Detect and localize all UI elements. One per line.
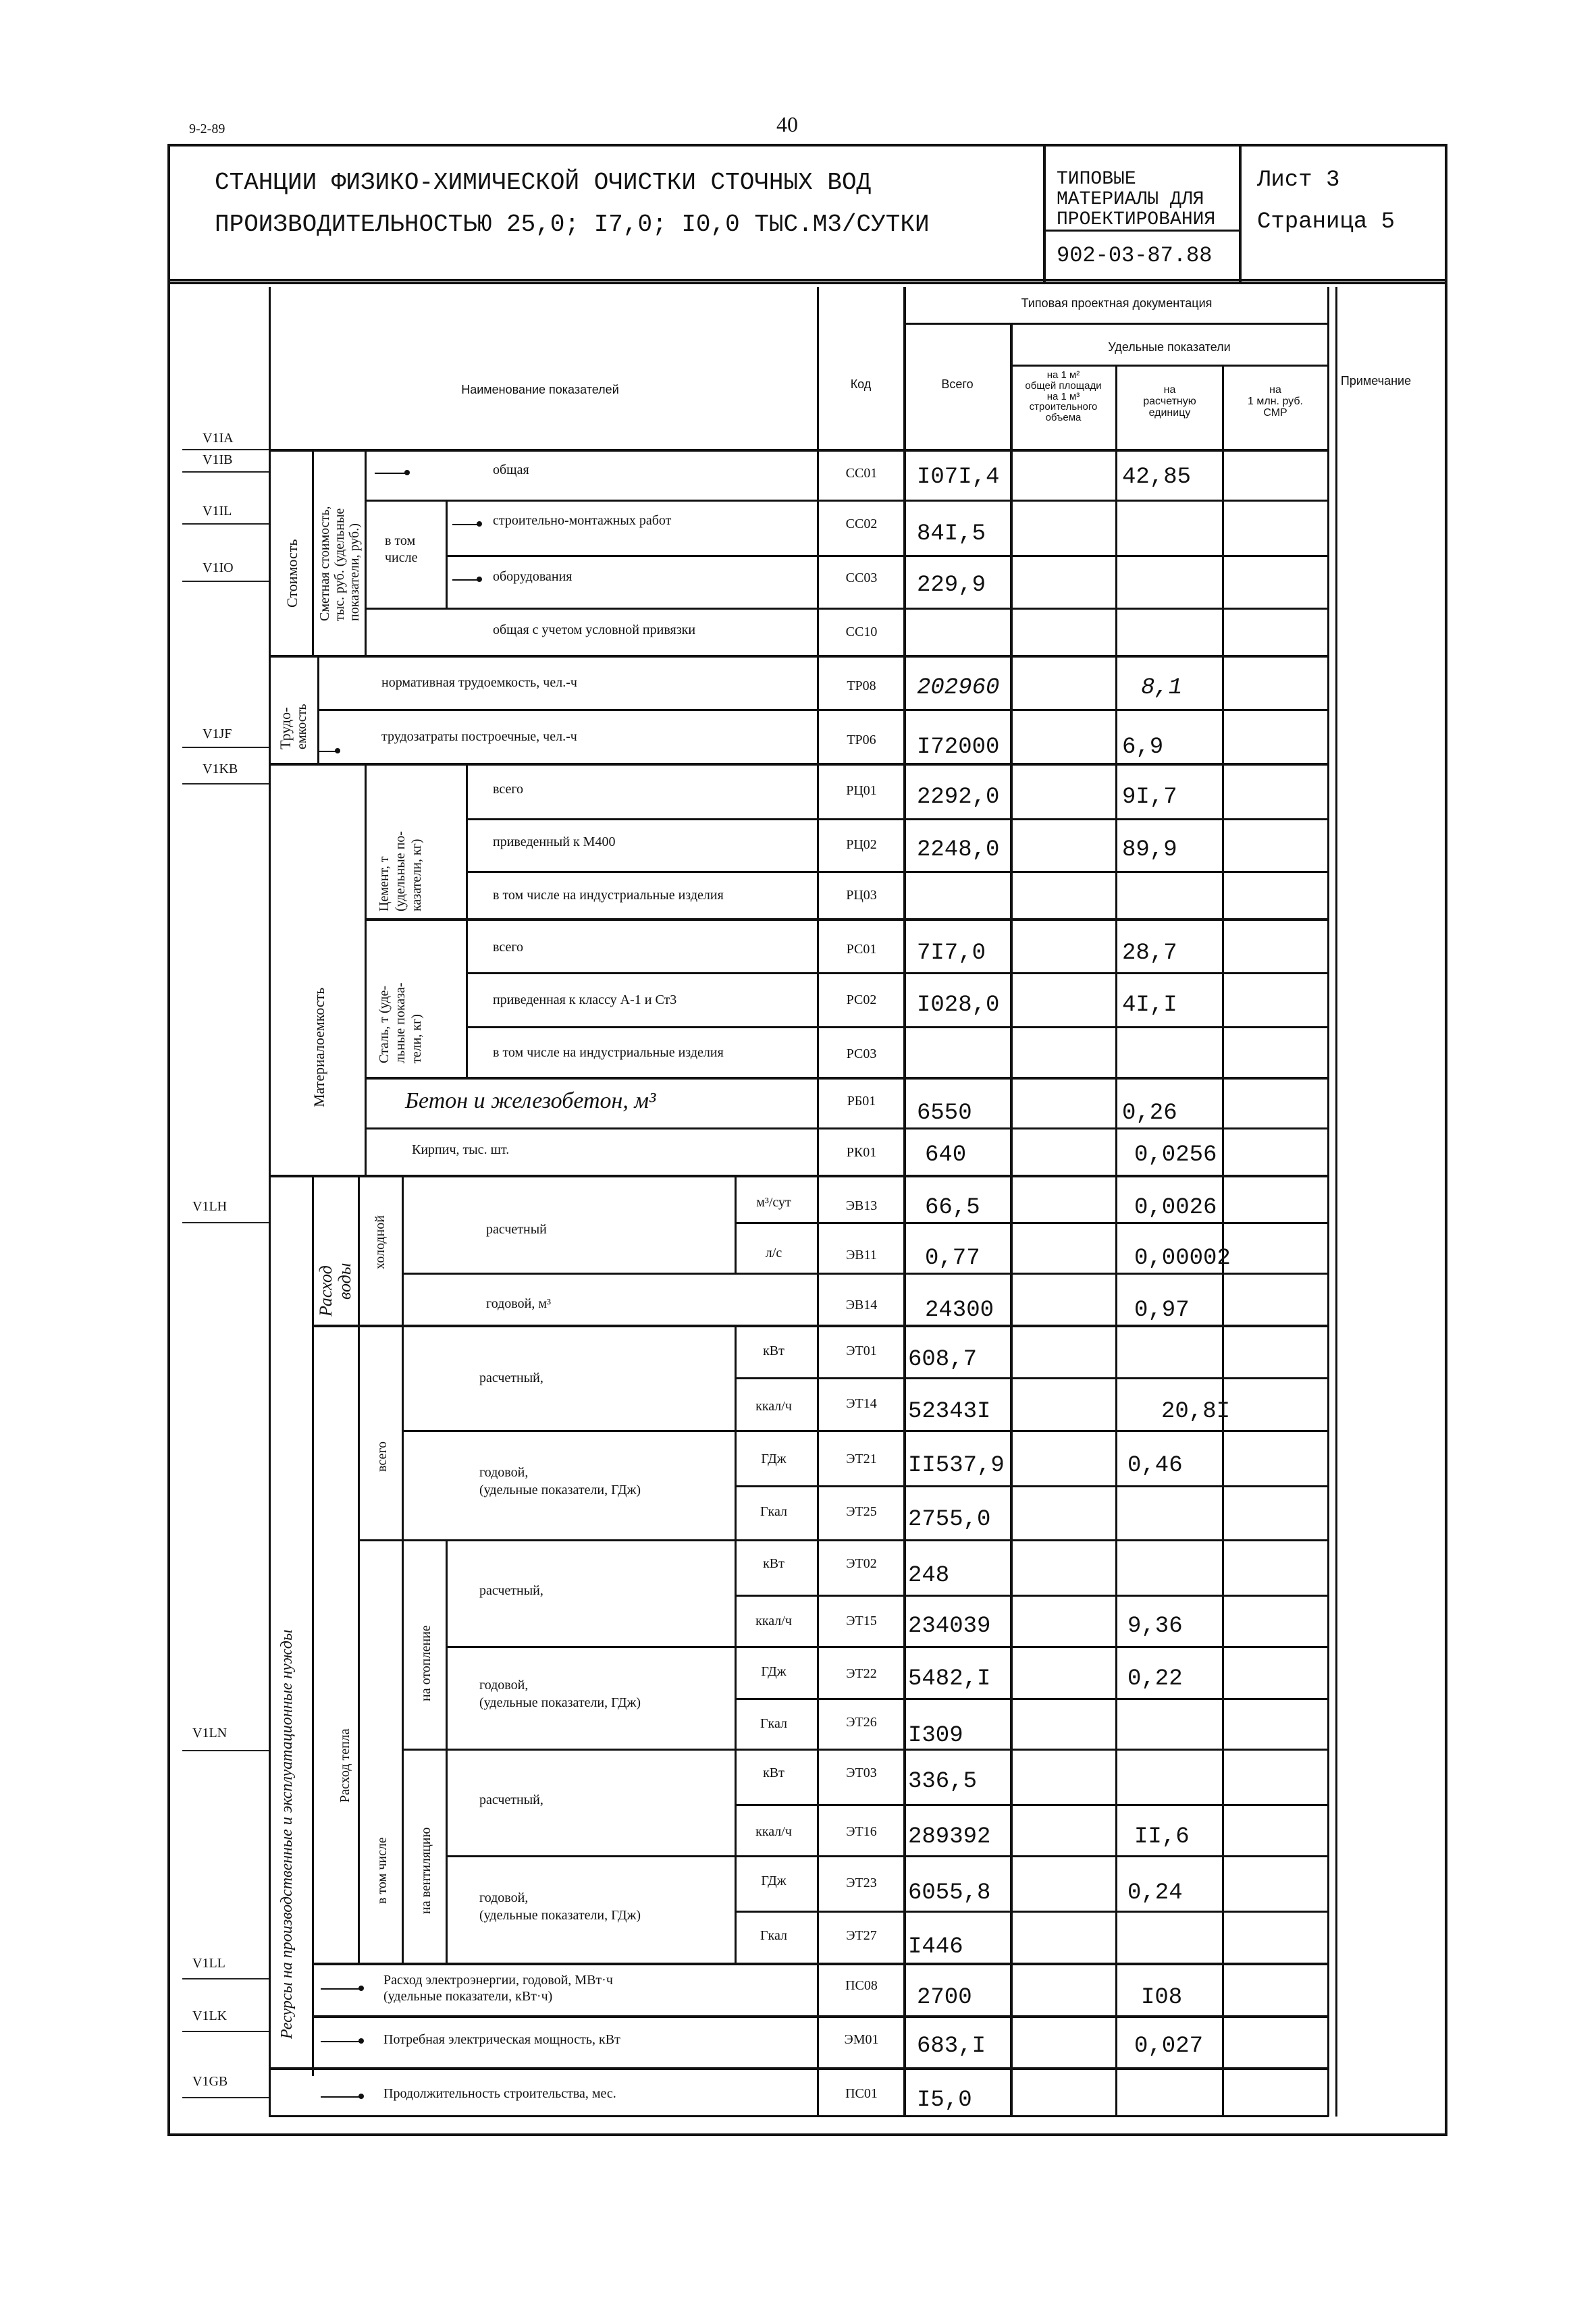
group-heat: Расход тепла [338,1728,352,1803]
row-total: 5482,I [908,1666,991,1692]
heat-calc-label: расчетный, [479,1371,543,1385]
row-code: РС01 [846,942,877,957]
header-per-m2-line2: общей площади [1025,379,1102,392]
row-total: II537,9 [908,1453,1005,1479]
row-unit-value: 9I,7 [1122,785,1177,810]
row-code: РС03 [846,1046,877,1061]
row-code: ЭТ02 [846,1556,877,1571]
group-estimate: Сметная стоимость, [317,506,332,621]
header-code: Код [850,377,872,391]
row-code: ЭТ15 [846,1614,877,1628]
row-code: СС01 [845,466,878,481]
side-code: V1LK [192,2009,228,2023]
header-per-m2 [1011,370,1115,423]
row-name: нормативная трудоемкость, чел.-ч [381,675,577,690]
row-name: в том числе на индустриальные изделия [493,888,724,903]
header-per-m2-line1: на 1 м² [1046,369,1080,381]
group-incl-num: в том числе [375,1837,390,1904]
row-code: ЭТ25 [846,1504,877,1519]
group-water: Расход [316,1265,336,1317]
row-units: л/с [765,1246,782,1260]
group-water-2: воды [335,1262,354,1300]
row-unit-value: 42,85 [1122,464,1192,490]
heat-calc-label: расчетный, [479,1583,543,1598]
header-per-mln-line2: 1 млн. руб. [1248,395,1303,407]
row-code: РБ01 [847,1094,876,1109]
row-total: 0,77 [925,1246,980,1271]
row-code: РЦ02 [846,837,877,852]
side-code: V1JF [203,726,232,741]
row-unit-value: 0,22 [1127,1666,1183,1692]
header-per-mln-line1: на [1269,384,1281,396]
row-code: ТР06 [847,733,876,747]
group-steel-2: льные показа- [393,982,408,1063]
row-unit-value: I08 [1141,1985,1183,2011]
row-unit-value: 0,24 [1127,1880,1183,1906]
row-total: 6055,8 [908,1880,991,1906]
heat-calc-label: расчетный, [479,1792,543,1807]
group-steel-3: тели, кг) [409,1014,424,1063]
header-per-unit-line2: расчетную [1143,395,1196,407]
row-code: ПС08 [845,1978,878,1993]
row-name: в том числе на индустриальные изделия [493,1045,724,1060]
title-typical: ТИПОВЫЕ [1057,169,1136,190]
row-unit-value: 20,8I [1161,1399,1231,1425]
row-total: 2292,0 [917,785,1000,810]
row-total: 52343I [908,1399,991,1425]
row-code: ЭТ03 [846,1765,877,1780]
row-unit-value: 8,1 [1141,675,1183,701]
side-code: V1IB [203,452,233,467]
row-code: ЭТ01 [846,1344,877,1358]
row-name: Расход электроэнергии, годовой, МВт·ч [383,1973,613,1988]
row-total: 2755,0 [908,1507,991,1533]
row-code: РЦ01 [846,783,877,798]
row-name: всего [493,940,524,955]
document-code-date: 9-2-89 [189,122,225,136]
row-units: Гкал [760,1928,787,1943]
row-code: ЭВ11 [846,1248,877,1262]
sheet-label: Лист 3 [1257,167,1340,193]
row-code: ПС01 [845,2086,878,2101]
row-name: всего [493,782,524,797]
group-incl-2: числе [385,550,418,565]
row-unit-value: 9,36 [1127,1614,1183,1639]
row-unit-value: 0,027 [1134,2033,1204,2059]
row-name: общая с учетом условной привязки [493,622,696,637]
side-code: V1GB [192,2074,228,2089]
document-number: 902-03-87.88 [1057,243,1213,268]
row-code: ЭТ16 [846,1824,877,1839]
group-cement-3: казатели, кг) [409,839,424,911]
row-units: ккал/ч [755,1614,792,1628]
row-unit-value: 0,97 [1134,1298,1190,1323]
row-total: I72000 [917,735,1000,760]
row-unit-value: 0,0026 [1134,1195,1217,1221]
row-total: 289392 [908,1824,991,1850]
group-resources: Ресурсы на производственные и эксплуатационные нужды [278,1629,296,2039]
header-per-m2-line4: строительного [1029,401,1098,413]
row-name: строительно-монтажных работ [493,513,672,528]
row-units: кВт [763,1765,784,1780]
row-code: ЭМ01 [844,2032,879,2047]
row-total: 608,7 [908,1347,978,1373]
row-units: кВт [763,1344,784,1358]
row-total: 2700 [917,1985,972,2011]
row-name: общая [493,462,529,477]
row-total: 66,5 [925,1195,980,1221]
side-code: V1IL [203,504,232,519]
row-units: ккал/ч [755,1824,792,1839]
heat-year-label: годовой, [479,1678,529,1693]
row-unit-value: 28,7 [1122,940,1177,966]
group-cement-2: (удельные по- [393,831,408,911]
row-units: м³/сут [756,1195,791,1210]
row-code: ЭТ23 [846,1876,877,1890]
row-units: ГДж [761,1873,787,1888]
heat-year-label: годовой, [479,1465,529,1480]
row-units: кВт [763,1556,784,1571]
side-code: V1KB [203,762,238,776]
row-units: ГДж [761,1664,787,1679]
row-unit-value: 4I,I [1122,992,1177,1018]
group-ventilation: на вентиляцию [419,1827,433,1914]
row-unit-value: 89,9 [1122,837,1177,863]
title-line-1: СТАНЦИИ ФИЗИКО-ХИМИЧЕСКОЙ ОЧИСТКИ СТОЧНЫХ ВОД [215,169,872,196]
row-total: I5,0 [917,2088,972,2113]
title-materials: МАТЕРИАЛЫ ДЛЯ [1057,189,1204,210]
group-all: всего [375,1441,390,1472]
heat-year-label-2: (удельные показатели, ГДж) [479,1908,641,1923]
row-code: СС02 [845,516,878,531]
row-total: I07I,4 [917,464,1000,490]
row-total: 202960 [917,675,1000,701]
row-code: ЭТ26 [846,1715,877,1730]
heat-year-label-2: (удельные показатели, ГДж) [479,1483,641,1497]
row-code: РЦ03 [846,888,877,903]
row-code: ЭВ13 [845,1198,878,1213]
header-name: Наименование показателей [461,383,619,396]
header-per-mln [1223,385,1327,419]
row-total: 84I,5 [917,521,986,547]
side-code: V1LL [192,1956,225,1971]
heat-year-label-2: (удельные показатели, ГДж) [479,1695,641,1710]
side-code: V1LH [192,1199,228,1214]
row-name: годовой, м³ [486,1296,551,1311]
row-units: ккал/ч [755,1399,792,1414]
row-unit-value: II,6 [1134,1824,1190,1850]
row-total: 683,I [917,2033,986,2059]
row-code: СС10 [845,624,878,639]
header-specific: Удельные показатели [1108,340,1231,354]
heat-year-label: годовой, [479,1890,529,1905]
row-unit-value: 0,00002 [1134,1246,1231,1271]
row-total: I309 [908,1723,963,1749]
side-code: V1LN [192,1726,228,1740]
row-unit-value: 0,0256 [1134,1142,1217,1168]
row-unit-value: 0,46 [1127,1453,1183,1479]
header-note: Примечание [1340,374,1412,388]
group-steel: Сталь, т (уде- [377,985,392,1063]
group-estimate-2: тыс. руб. (удельные [332,508,347,621]
group-estimate-3: показатели, руб.) [347,523,362,621]
row-code: ЭТ14 [846,1396,877,1411]
row-name-2: (удельные показатели, кВт·ч) [383,1989,553,2004]
header-per-m2-line5: объема [1045,412,1082,423]
row-name: оборудования [493,569,573,584]
title-line-2: ПРОИЗВОДИТЕЛЬНОСТЬЮ 25,0; I7,0; I0,0 ТЫС.М3/СУТКИ [215,211,930,238]
row-code: ЭТ22 [846,1666,877,1681]
row-name: приведенная к классу А-1 и Ст3 [493,992,677,1007]
row-units: ГДж [761,1452,787,1466]
header-per-unit-line3: единицу [1148,406,1191,419]
side-code: V1IO [203,560,234,575]
row-code: РК01 [846,1145,877,1160]
row-code: РС02 [846,992,877,1007]
header-typical-doc: Типовая проектная документация [1021,296,1213,310]
header-per-unit-line1: на [1163,384,1176,396]
group-material: Материалоемкость [311,987,327,1107]
row-name: Продолжительность строительства, мес. [383,2086,616,2101]
row-total: 234039 [908,1614,991,1639]
header-per-mln-line3: СМР [1263,406,1287,419]
row-total: 6550 [917,1100,972,1126]
row-name: Потребная электрическая мощность, кВт [383,2032,620,2047]
row-total: I446 [908,1934,963,1960]
page-number: 40 [776,112,798,136]
row-total: 24300 [925,1298,994,1323]
row-total: 7I7,0 [917,940,986,966]
row-name: Бетон и железобетон, м³ [405,1088,656,1113]
page-label: Страница 5 [1257,209,1395,235]
header-total: Всего [941,377,974,391]
row-code: ЭВ14 [845,1298,878,1312]
row-total: I028,0 [917,992,1000,1018]
row-total: 229,9 [917,573,986,598]
row-total: 640 [925,1142,967,1168]
row-name: трудозатраты построечные, чел.-ч [381,729,577,744]
row-code: ТР08 [847,679,876,693]
group-cement: Цемент, т [377,856,392,911]
group-labor: Трудо- [277,707,294,749]
water-calc-label: расчетный [486,1222,547,1237]
group-cost: Стоимость [284,539,300,608]
group-incl: в том [385,533,416,548]
row-units: Гкал [760,1504,787,1519]
row-total: 2248,0 [917,837,1000,863]
row-per-m2-value: 6,9 [1122,735,1164,760]
header-per-unit [1117,385,1222,419]
row-code: СС03 [845,570,878,585]
group-heating: на отопление [419,1625,433,1701]
side-code: V1IA [203,431,234,446]
row-name: приведенный к М400 [493,834,616,849]
row-code: ЭТ27 [846,1928,877,1943]
row-unit-value: 0,26 [1122,1100,1177,1126]
header-per-m2-line3: на 1 м³ [1046,390,1080,402]
row-total: 336,5 [908,1769,978,1794]
group-cold: холодной [373,1215,388,1269]
group-labor-2: емкость [294,703,309,749]
row-name: Кирпич, тыс. шт. [412,1142,510,1157]
title-design: ПРОЕКТИРОВАНИЯ [1057,209,1216,230]
row-units: Гкал [760,1716,787,1731]
row-total: 248 [908,1563,950,1589]
row-code: ЭТ21 [846,1452,877,1466]
